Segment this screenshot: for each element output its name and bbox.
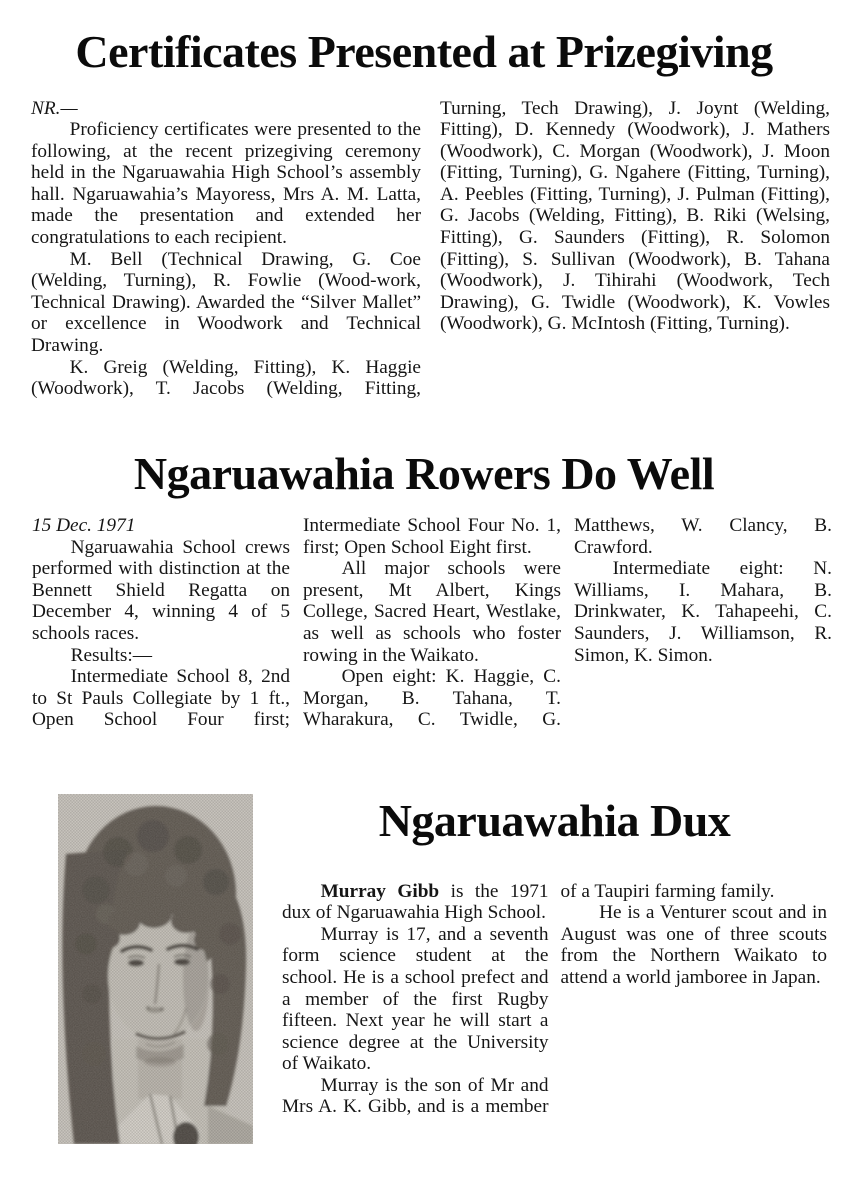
paragraph: Proficiency certificates were presented to the following, at the recent prizegiving ceremony held in the Ngaruawahia High School’s assembly hall. Ngaruawahia’s Mayoress, Mrs A. M. Latta, made the presentation and extended her congratulations to each recipient.	[31, 119, 421, 249]
dux-name-bold: Murray Gibb	[320, 880, 440, 902]
paragraph: Open eight: K. Haggie, C. Morgan, B. Tahana, T. Wharakura, C. Twidle, G. Matthews, W. Clancy, B. Crawford.	[303, 515, 832, 731]
prizegiving-body	[31, 98, 830, 404]
paragraph: Results:—	[70, 644, 153, 666]
portrait-halftone-image	[58, 794, 253, 1144]
dux-lead-rest: is the 1971 dux of Ngaruawahia High School.	[282, 880, 549, 924]
article-dux	[0, 793, 848, 1144]
paragraph: Intermediate School 8, 2nd to St Pauls Collegiate by 1 ft., Open School Four first; Intermediate School Four No. 1, first; Open School Eight first.	[32, 515, 561, 731]
paragraph: Ngaruawahia School crews performed with distinction at the Bennett Shield Regatta on December 4, winning 4 of 5 schools races.	[32, 536, 290, 644]
dux-content	[282, 793, 827, 1123]
paragraph: Murray is 17, and a seventh form science student at the school. He is a school prefect and a member of the first Rugby fifteen. Next year he will start a science degree at the University of Waikato.	[282, 923, 549, 1075]
paragraph: M. Bell (Technical Drawing, G. Coe (Welding, Turning), R. Fowlie (Wood-work, Technical Drawing). Awarded the “Silver Mallet” or excellence in Woodwork and Technical Drawing.	[31, 248, 421, 357]
dux-title: Ngaruawahia Dux	[378, 795, 731, 847]
article-prizegiving	[0, 26, 848, 404]
rowers-title: Ngaruawahia Rowers Do Well	[133, 447, 715, 499]
dux-lead-paragraph	[282, 881, 549, 924]
paragraph: Intermediate eight: N. Williams, I. Mahara, B. Drinkwater, K. Tahapeehi, C. Saunders, J. Williamson, R. Simon, K. Simon.	[574, 558, 832, 666]
paragraph: Murray is the son of Mr and Mrs A. K. Gibb, and is a member of a Taupiri farming family.	[282, 880, 775, 1118]
article-rowers	[0, 448, 848, 736]
dux-body	[282, 881, 827, 1123]
paragraph: He is a Venturer scout and in August was one of three scouts from the Northern Waikato to attend a world jamboree in Japan.	[560, 902, 827, 988]
paragraph: All major schools were present, Mt Albert, Kings College, Sacred Heart, Westlake, as well as schools who foster rowing in the Waikato.	[303, 558, 561, 666]
prizegiving-title: Certificates Presented at Prizegiving	[75, 26, 773, 77]
dux-row	[31, 793, 830, 1144]
rowers-body	[32, 515, 832, 735]
prizegiving-byline: NR.—	[31, 97, 78, 119]
rowers-dateline: 15 Dec. 1971	[32, 515, 136, 537]
murray-gibb-photo	[58, 794, 253, 1144]
paragraph: K. Greig (Welding, Fitting), K. Haggie (Woodwork), T. Jacobs (Welding, Fitting, Turning, Tech Drawing), J. Joynt (Welding, Fitting), D. Kennedy (Woodwork), J. Mathers (Woodwork), C. Morgan (Woodwork), J. Moon (Fitting, Turning), G. Ngahere (Fitting, Turning), A. Peebles (Fitting, Turning), J. Pulman (Fitting), G. Jacobs (Welding, Fitting), B. Riki (Welsing, Fitting), G. Saunders (Fitting), R. Solomon (Fitting), S. Sullivan (Woodwork), B. Tahana (Woodwork), J. Tihirahi (Woodwork, Tech Drawing), G. Twidle (Woodwork), K. Vowles (Woodwork), G. McIntosh (Fitting, Turning).	[31, 97, 830, 400]
